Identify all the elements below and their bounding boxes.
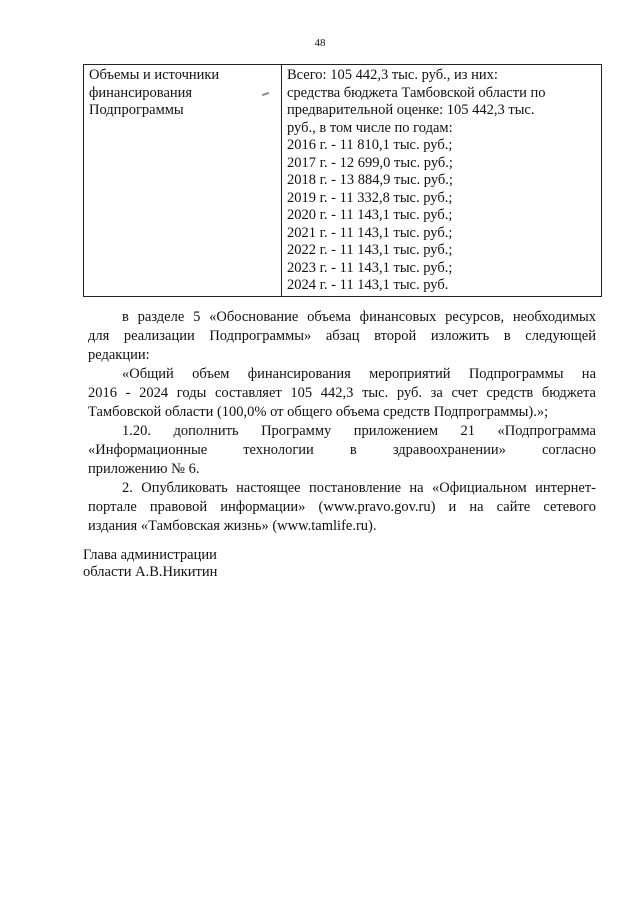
signature-name: области А.В.Никитин xyxy=(83,564,218,580)
funding-year-line: 2022 г. - 11 143,1 тыс. руб.; xyxy=(287,242,453,258)
funding-total-line: Всего: 105 442,3 тыс. руб., из них: xyxy=(287,67,498,83)
funding-source-line: предварительной оценке: 105 442,3 тыс. xyxy=(287,102,535,118)
label-line: Подпрограммы xyxy=(89,102,184,118)
paragraph-line: «Информационные технологии в здравоохранении» согласно xyxy=(88,442,596,458)
signature-title: Глава администрации xyxy=(83,547,217,563)
funding-source-line: средства бюджета Тамбовской области по xyxy=(287,84,546,101)
funding-year-line: 2019 г. - 11 332,8 тыс. руб.; xyxy=(287,189,453,206)
funding-source-line: руб., в том числе по годам: xyxy=(287,119,453,136)
funding-year-line: 2020 г. - 11 143,1 тыс. руб.; xyxy=(287,207,453,223)
signature-block xyxy=(83,547,217,581)
paragraph-line: Тамбовской области (100,0% от общего объема средств Подпрограммы).»; xyxy=(88,404,549,420)
quote-paragraph xyxy=(88,365,596,422)
funding-table xyxy=(83,64,602,297)
paragraph-line: редакции: xyxy=(88,347,150,363)
paragraph-line: 2016 - 2024 годы составляет 105 442,3 тыс. руб. за счет средств бюджета xyxy=(88,385,596,401)
item-2-paragraph xyxy=(88,479,596,536)
funding-year-line: 2024 г. - 11 143,1 тыс. руб. xyxy=(287,277,449,293)
label-line: финансирования xyxy=(89,84,193,101)
paragraph-line: для реализации Подпрограммы» абзац второй изложить в следующей xyxy=(88,328,596,344)
funding-year-line: 2016 г. - 11 810,1 тыс. руб.; xyxy=(287,137,453,153)
paragraph-line: портале правовой информации» (www.pravo.gov.ru) и на сайте сетевого xyxy=(88,499,596,515)
item-1-20-paragraph xyxy=(88,422,596,479)
table-value-cell xyxy=(282,65,602,297)
funding-year-line: 2021 г. - 11 143,1 тыс. руб.; xyxy=(287,224,453,241)
paragraph-line: в разделе 5 «Обоснование объема финансовых ресурсов, необходимых xyxy=(122,309,596,325)
section5-paragraph xyxy=(88,308,596,365)
table-row xyxy=(84,65,602,297)
paragraph-line: 2. Опубликовать настоящее постановление на «Официальном интернет- xyxy=(122,480,596,496)
page-number: 48 xyxy=(314,37,326,49)
funding-year-line: 2023 г. - 11 143,1 тыс. руб.; xyxy=(287,259,453,276)
paragraph-line: 1.20. дополнить Программу приложением 21 «Подпрограмма xyxy=(122,423,596,439)
funding-year-line: 2018 г. - 13 884,9 тыс. руб.; xyxy=(287,172,453,188)
body-text xyxy=(88,308,596,536)
paragraph-line: издания «Тамбовская жизнь» (www.tamlife.ru). xyxy=(88,518,377,534)
paragraph-line: приложению № 6. xyxy=(88,461,200,477)
label-line: Объемы и источники xyxy=(89,67,220,83)
paragraph-line: «Общий объем финансирования мероприятий Подпрограммы на xyxy=(122,366,596,382)
table-label-cell xyxy=(84,65,282,297)
funding-year-line: 2017 г. - 12 699,0 тыс. руб.; xyxy=(287,154,453,171)
